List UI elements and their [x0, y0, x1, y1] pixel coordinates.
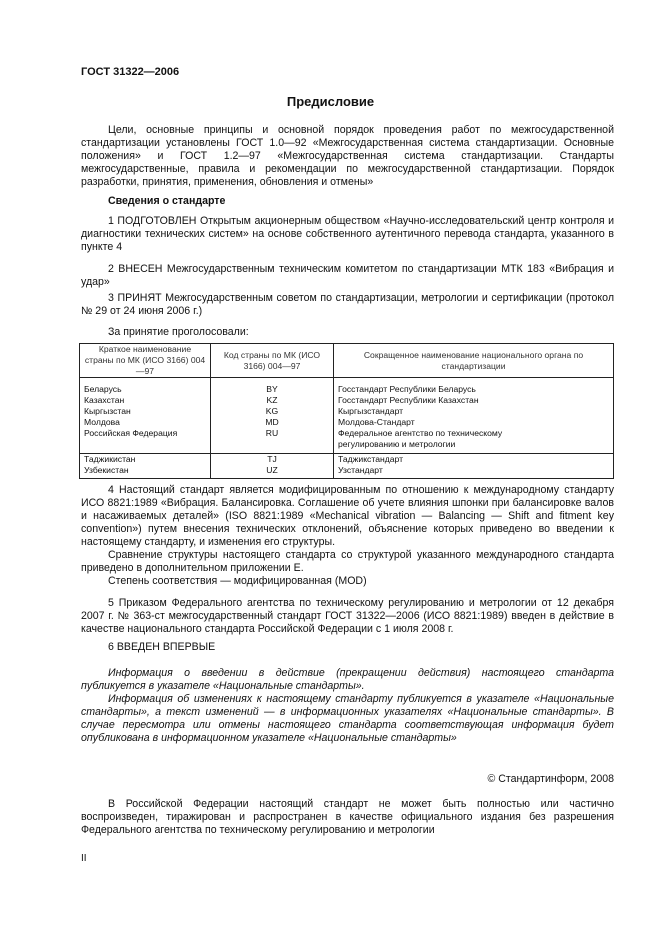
copyright: © Стандартинформ, 2008: [487, 773, 614, 785]
degree-paragraph: Степень соответствия — модифицированная (MOD): [108, 575, 367, 587]
item-6: 6 ВВЕДЕН ВПЕРВЫЕ: [108, 641, 216, 653]
table-row: [80, 406, 614, 417]
country-cell: Молдова: [80, 417, 211, 428]
voted-label: За принятие проголосовали:: [108, 326, 249, 338]
voting-table: [79, 343, 614, 479]
item-1: 1 ПОДГОТОВЛЕН Открытым акционерным обществом «Научно-исследовательский центр контроля и диагностики технических систем» на основе собственного аутентичного перевода стандарта, указанного в пункте 4: [81, 215, 614, 253]
rights-paragraph: В Российской Федерации настоящий стандарт не может быть полностью или частично воспроизведен, тиражирован и распространен в качестве официального издания без разрешения Федерального агентства по техническому регулированию и метрологии: [81, 798, 614, 836]
table-row: [80, 465, 614, 479]
info-changes-paragraph: Информация об изменениях к настоящему стандарту публикуется в указателе «Национальные стандарты», а текст изменений — в информационных указателях «Национальные стандарты». В случае пересмотра или отмены настоящего стандарта соответствующая информация будет опубликована в информационном указателе «Национальные стандарты»: [81, 693, 614, 744]
table-header-row: [80, 344, 614, 378]
code-cell: TJ: [211, 454, 334, 466]
body-cell: Госстандарт Республики Казахстан: [334, 395, 614, 406]
code-cell: KZ: [211, 395, 334, 406]
col-header-code: Код страны по МК (ИСО 3166) 004—97: [211, 344, 334, 378]
country-cell: Узбекистан: [80, 465, 211, 479]
body-cell: Госстандарт Республики Беларусь: [334, 378, 614, 396]
intro-paragraph: Цели, основные принципы и основной порядок проведения работ по межгосударственной стандартизации установлены ГОСТ 1.0—92 «Межгосударственная система стандартизации. Основные положения» и ГОСТ 1.2—97 «Межгосударственная система стандартизации. Стандарты межгосударственные, правила и рекомендации по межгосударственной стандартизации. Порядок разработки, принятия, применения, обновления и отмены»: [81, 124, 614, 188]
code-cell: BY: [211, 378, 334, 396]
table-row: [80, 454, 614, 466]
col-header-body: Сокращенное наименование национального органа по стандартизации: [334, 344, 614, 378]
info-publication-paragraph: Информация о введении в действие (прекращении действия) настоящего стандарта публикуется в указателе «Национальные стандарты».: [81, 667, 614, 692]
country-cell: Беларусь: [80, 378, 211, 396]
code-cell: UZ: [211, 465, 334, 479]
table-row: [80, 378, 614, 396]
country-cell: Кыргызстан: [80, 406, 211, 417]
code-cell: KG: [211, 406, 334, 417]
col-header-country: Краткое наименование страны по МК (ИСО 3166) 004—97: [80, 344, 211, 378]
body-cell: Молдова-Стандарт: [334, 417, 614, 428]
code-cell: RU: [211, 428, 334, 454]
info-heading: Сведения о стандарте: [108, 195, 226, 207]
item-5: 5 Приказом Федерального агентства по техническому регулированию и метрологии от 12 декабря 2007 г. № 363-ст межгосударственный стандарт ГОСТ 31322—2006 (ИСО 8821:1989) введен в действие в качестве национального стандарта Российской Федерации с 1 июля 2008 г.: [81, 597, 614, 635]
item-2: 2 ВНЕСЕН Межгосударственным техническим комитетом по стандартизации МТК 183 «Вибрация и удар»: [81, 263, 614, 288]
body-cell: Узстандарт: [334, 465, 614, 479]
country-cell: Казахстан: [80, 395, 211, 406]
body-cell: Федеральное агентство по техническому регулированию и метрологии: [334, 428, 614, 454]
table-row: [80, 395, 614, 406]
code-cell: MD: [211, 417, 334, 428]
page-number: II: [81, 853, 87, 864]
info-notes: [81, 667, 614, 745]
table-row: [80, 417, 614, 428]
document-page: [81, 0, 614, 865]
table-row: [80, 428, 614, 454]
country-cell: Таджикистан: [80, 454, 211, 466]
item-4: 4 Настоящий стандарт является модифицированным по отношению к международному стандарту ИСО 8821:1989 «Вибрация. Балансировка. Соглашение об учете влияния шпонки при балансировке валов и насаживаемых деталей» (ISO 8821:1989 «Mechanical vibration — Balancing — Shift and fitment key convention») путем внесения технических отклонений, объяснение которых приведено во введении к настоящему стандарту, и изменения его структуры.: [81, 484, 614, 548]
body-cell: Таджикстандарт: [334, 454, 614, 466]
body-cell: Кыргызстандарт: [334, 406, 614, 417]
item-3: 3 ПРИНЯТ Межгосударственным советом по стандартизации, метрологии и сертификации (протокол № 29 от 24 июня 2006 г.): [81, 292, 614, 317]
document-header: ГОСТ 31322—2006: [81, 66, 180, 78]
page-title: Предисловие: [286, 94, 375, 109]
comparison-paragraph: Сравнение структуры настоящего стандарта со структурой указанного международного стандарта приведено в дополнительном приложении Е.: [81, 549, 614, 574]
country-cell: Российская Федерация: [80, 428, 211, 454]
